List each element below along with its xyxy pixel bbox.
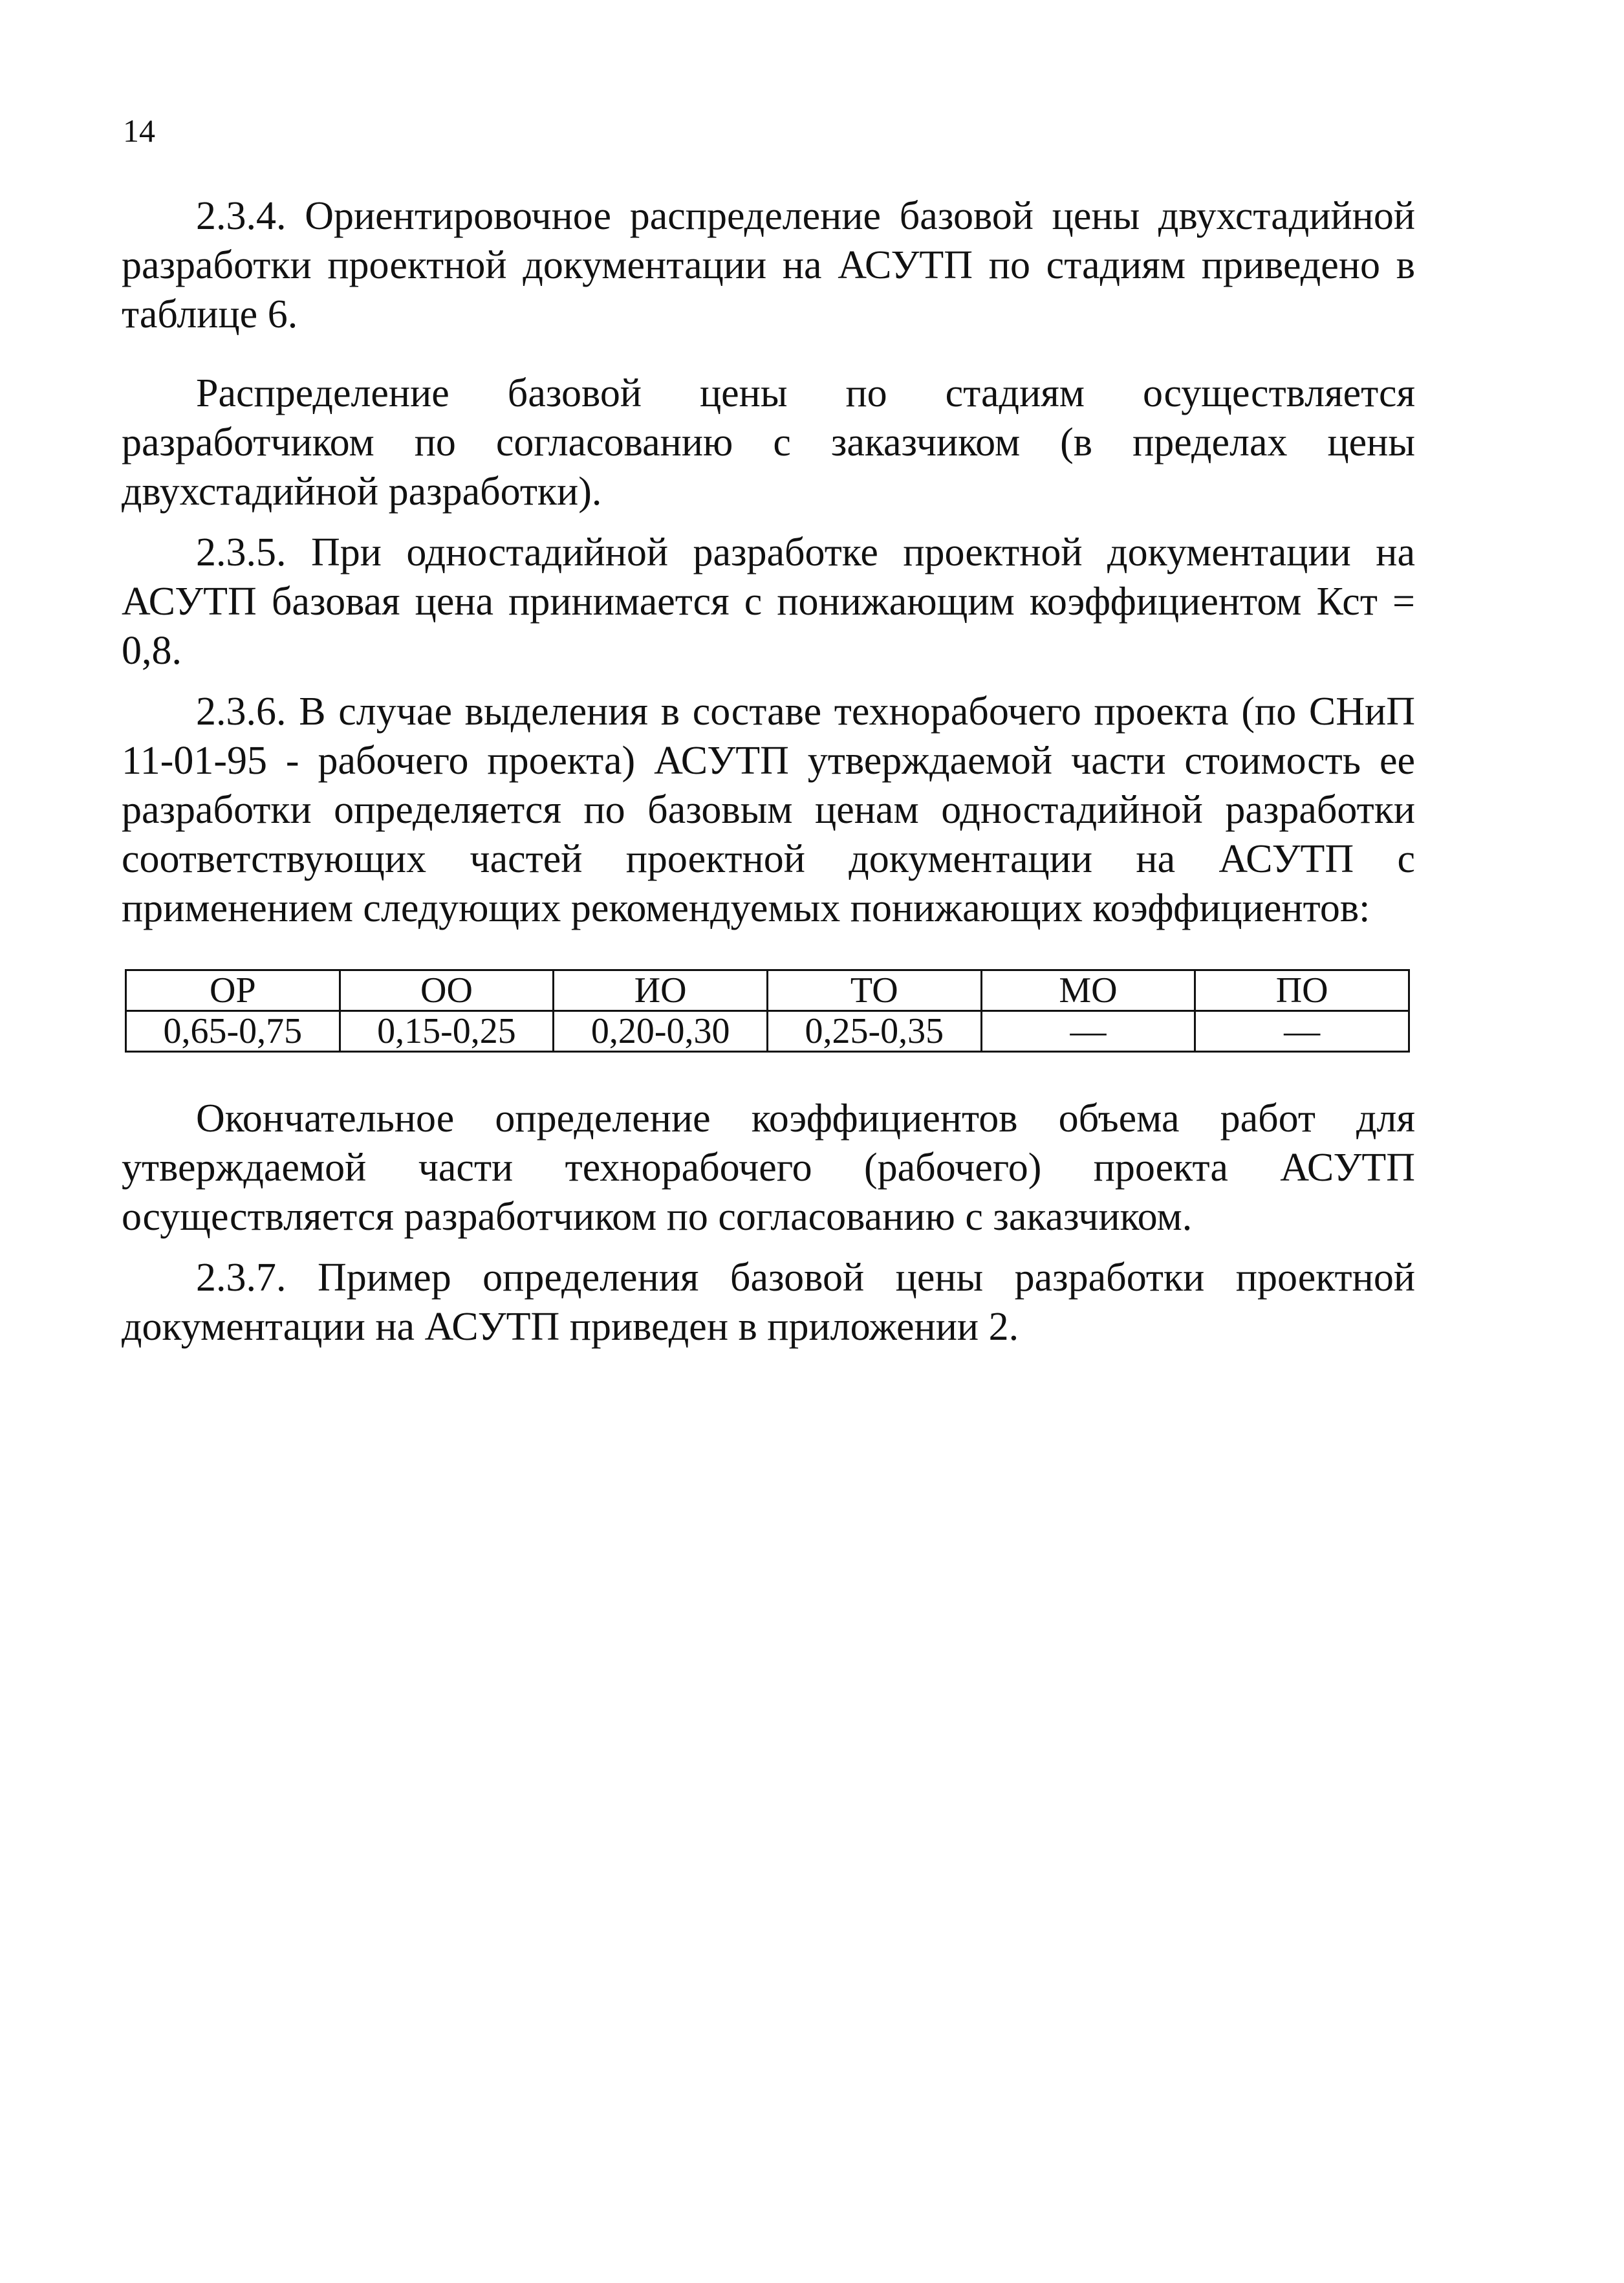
- paragraph-2-3-7: 2.3.7. Пример определения базовой цены разработки проектной документации на АСУТП приведен в приложении 2.: [122, 1256, 1415, 1349]
- table-cell: —: [1195, 1011, 1409, 1052]
- table-header-row: [126, 970, 1409, 1011]
- paragraph-price-distribution: Распределение базовой цены по стадиям осуществляется разработчиком по согласованию с заказчиком (в пределах цены двухстадийной разработки).: [122, 371, 1415, 514]
- table-header-cell: ОР: [126, 970, 340, 1011]
- table-cell: 0,15-0,25: [340, 1011, 554, 1052]
- table-cell: 0,25-0,35: [767, 1011, 981, 1052]
- coefficients-table: [125, 969, 1410, 1053]
- table-cell: —: [981, 1011, 1195, 1052]
- page-body: [122, 191, 1415, 1351]
- paragraph-2-3-5: 2.3.5. При одностадийной разработке проектной документации на АСУТП базовая цена принимается с понижающим коэффициентом Кст = 0,8.: [122, 530, 1415, 673]
- table-header-cell: ОО: [340, 970, 554, 1011]
- page-number: 14: [123, 113, 155, 149]
- table-header-cell: ТО: [767, 970, 981, 1011]
- table-row: [126, 1011, 1409, 1052]
- table-header-cell: ПО: [1195, 970, 1409, 1011]
- paragraph-2-3-4: 2.3.4. Ориентировочное распределение базовой цены двухстадийной разработки проектной документации на АСУТП по стадиям приведено в таблице 6.: [122, 194, 1415, 336]
- table-cell: 0,20-0,30: [554, 1011, 768, 1052]
- table-header-cell: МО: [981, 970, 1195, 1011]
- table-header-cell: ИО: [554, 970, 768, 1011]
- paragraph-final-coefficients: Окончательное определение коэффициентов объема работ для утверждаемой части технорабочего (рабочего) проекта АСУТП осуществляется разработчиком по согласованию с заказчиком.: [122, 1097, 1415, 1239]
- table-cell: 0,65-0,75: [126, 1011, 340, 1052]
- paragraph-2-3-6: 2.3.6. В случае выделения в составе технорабочего проекта (по СНиП 11-01-95 - рабочего проекта) АСУТП утверждаемой части стоимость ее разработки определяется по базовым ценам одностадийной разработки соответствующих частей проектной документации на АСУТП с применением следующих рекомендуемых понижающих коэффициентов:: [122, 690, 1415, 930]
